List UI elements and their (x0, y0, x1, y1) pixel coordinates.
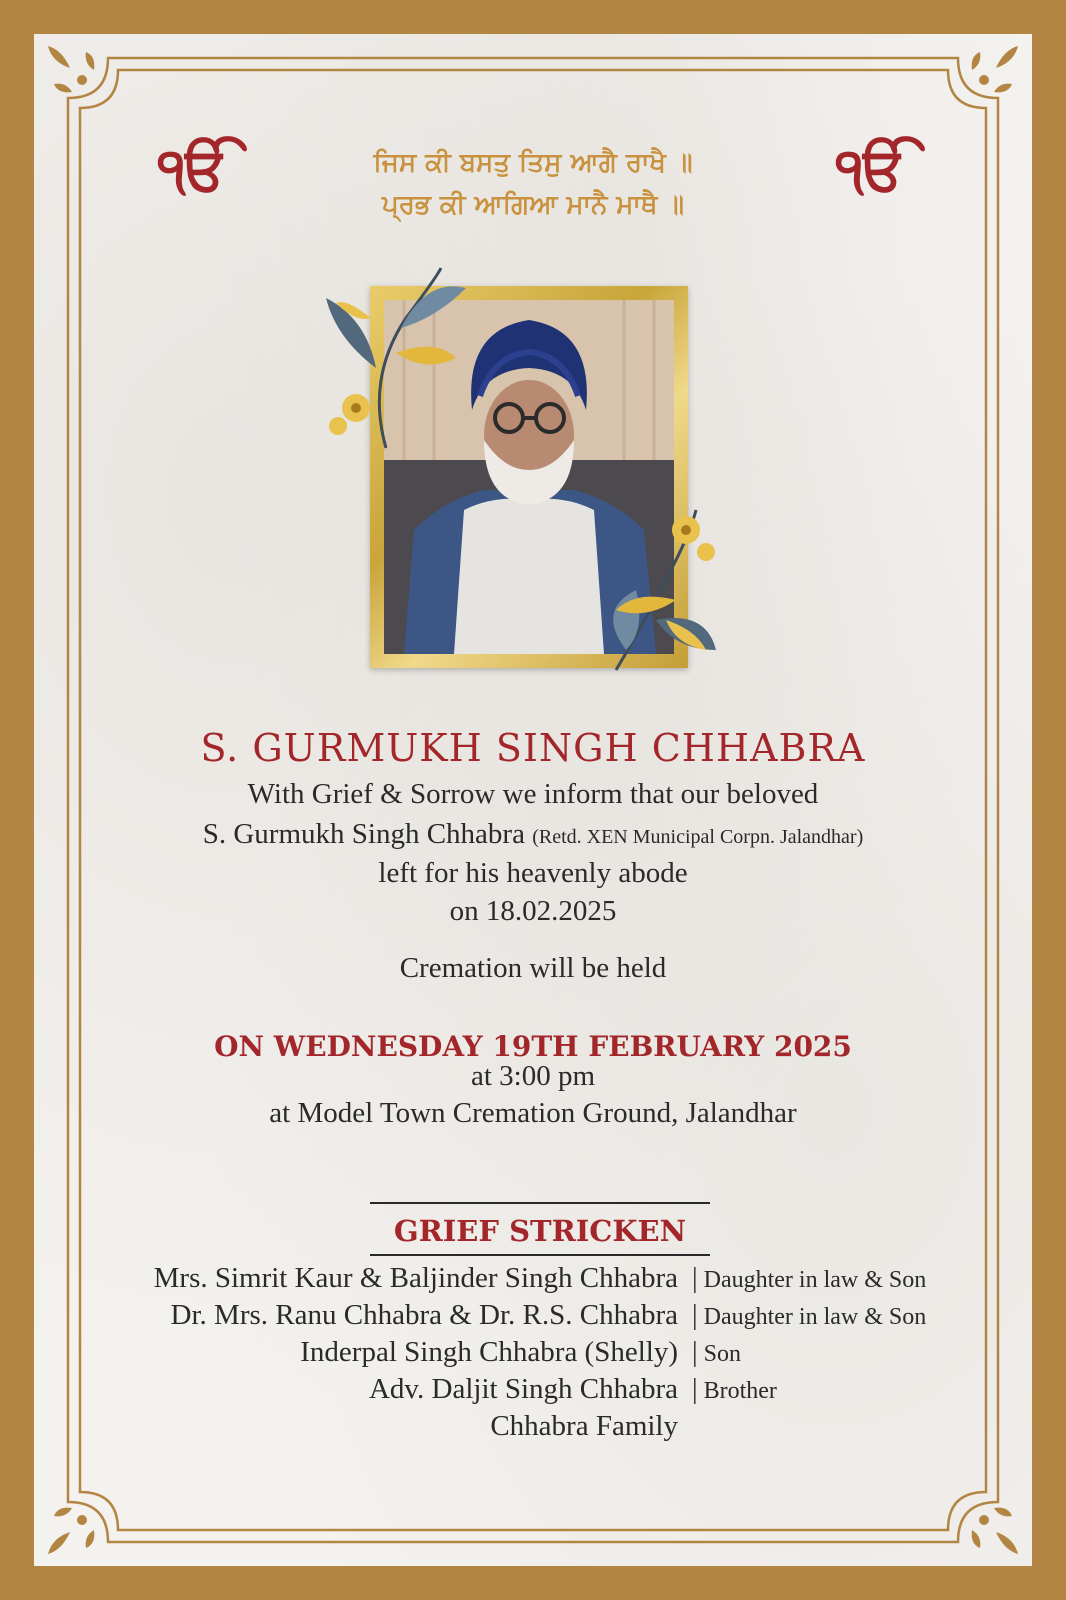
family-member-name: Inderpal Singh Chhabra (Shelly) (300, 1336, 678, 1368)
family-member-name: Dr. Mrs. Ranu Chhabra & Dr. R.S. Chhabra (170, 1299, 678, 1331)
cremation-time: at 3:00 pm (470, 1060, 596, 1092)
family-member-relation: | Daughter in law & Son (692, 1300, 927, 1331)
grief-stricken-heading: GRIEF STRICKEN (393, 1214, 687, 1248)
ik-onkar-symbol-right: ੴ (836, 135, 907, 203)
family-member-relation: | Brother (692, 1374, 777, 1405)
message-deceased-title: (Retd. XEN Municipal Corpn. Jalandhar) (532, 826, 864, 848)
gurbani-line-2: ਪ੍ਰਭ ਕੀ ਆਗਿਆ ਮਾਨੈ ਮਾਥੈ ॥ (381, 190, 685, 220)
message-deceased-name: S. Gurmukh Singh Chhabra (202, 818, 525, 850)
family-member-relation: | Daughter in law & Son (692, 1263, 927, 1294)
deceased-name: S. GURMUKH SINGH CHHABRA (200, 726, 866, 770)
family-member-name: Mrs. Simrit Kaur & Baljinder Singh Chhabra (153, 1262, 678, 1294)
family-member-relation: | Son (692, 1337, 741, 1368)
ik-onkar-symbol-left: ੴ (158, 135, 229, 203)
family-name: Chhabra Family (490, 1410, 678, 1442)
message-line-1: With Grief & Sorrow we inform that our beloved (247, 778, 819, 810)
floral-accent-bottom (596, 500, 726, 680)
message-line-4: on 18.02.2025 (449, 895, 617, 927)
cremation-date: ON WEDNESDAY 19TH FEBRUARY 2025 (214, 1030, 852, 1063)
cremation-place: at Model Town Cremation Ground, Jalandhar (269, 1097, 797, 1129)
grief-heading-rule-bottom (370, 1254, 710, 1256)
message-line-3: left for his heavenly abode (378, 857, 688, 889)
cremation-intro: Cremation will be held (399, 952, 667, 984)
grief-heading-rule-top (370, 1202, 710, 1204)
floral-accent-top (316, 258, 466, 458)
family-member-name: Adv. Daljit Singh Chhabra (368, 1373, 678, 1405)
gurbani-line-1: ਜਿਸ ਕੀ ਬਸਤੁ ਤਿਸੁ ਆਗੈ ਰਾਖੈ ॥ (373, 148, 693, 178)
message-line-2 (0, 820, 1066, 849)
